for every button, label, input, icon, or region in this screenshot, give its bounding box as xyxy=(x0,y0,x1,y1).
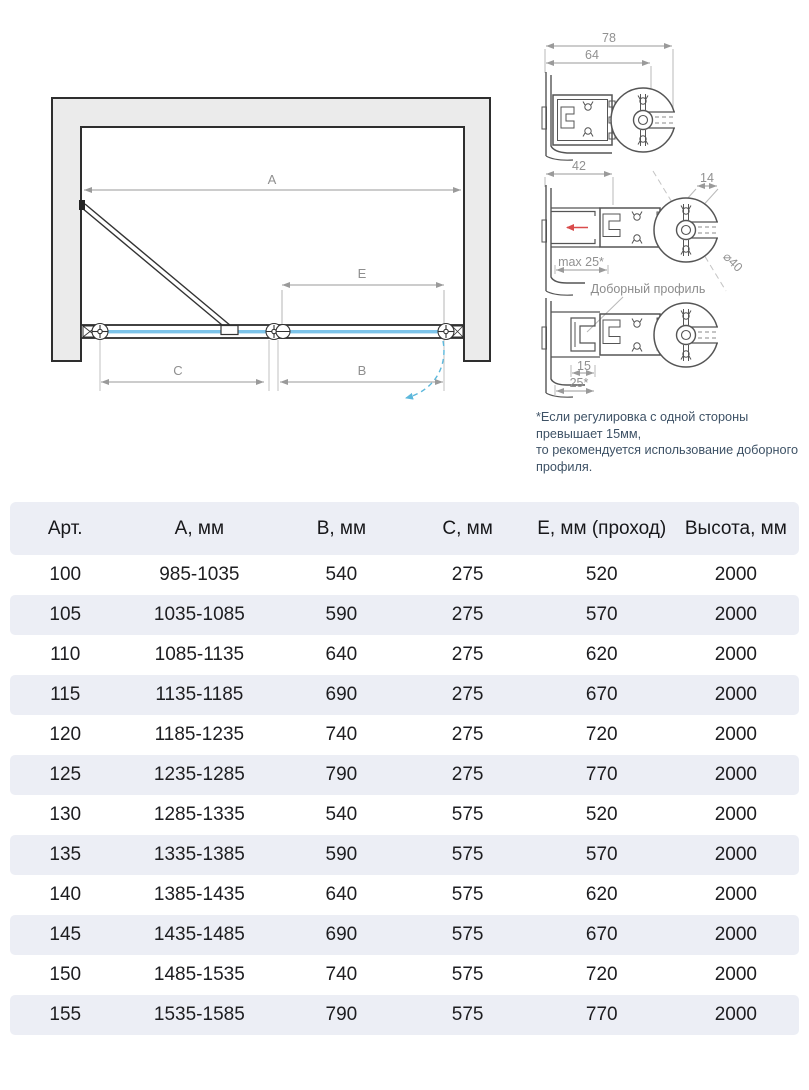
table-row xyxy=(10,875,799,915)
table-cell: 2000 xyxy=(714,564,757,585)
table-cell: 520 xyxy=(585,804,618,825)
table-cell: 135 xyxy=(49,844,82,865)
table-cell: 985-1035 xyxy=(159,564,240,585)
p2-max-adjust-label: max 25* xyxy=(558,255,604,269)
table-cell: 740 xyxy=(325,724,358,745)
table-cell: 2000 xyxy=(714,604,757,625)
column-header: Арт. xyxy=(47,517,83,539)
table-cell: 570 xyxy=(585,604,618,625)
door-pivot xyxy=(79,200,85,210)
table-cell: 740 xyxy=(325,964,358,985)
profile-section-2 xyxy=(542,159,745,295)
p2-wall-flange xyxy=(542,185,585,295)
table-cell: 2000 xyxy=(714,1004,757,1025)
table-cell: 575 xyxy=(451,844,484,865)
table-cell: 690 xyxy=(325,684,358,705)
column-header: С, мм xyxy=(442,517,493,539)
table-row xyxy=(10,595,799,635)
table-cell: 145 xyxy=(49,924,82,945)
roller-icon xyxy=(92,324,108,340)
table-cell: 2000 xyxy=(714,644,757,665)
table-cell: 155 xyxy=(49,1004,82,1025)
table-cell: 1535-1585 xyxy=(153,1004,245,1025)
table-row xyxy=(10,755,799,795)
table-cell: 575 xyxy=(451,804,484,825)
table-cell: 640 xyxy=(325,884,358,905)
p3-title: Доборный профиль xyxy=(590,282,706,296)
table-cell: 150 xyxy=(49,964,82,985)
table-cell: 1235-1285 xyxy=(153,764,245,785)
table-cell: 570 xyxy=(585,844,618,865)
table-cell: 770 xyxy=(585,1004,618,1025)
table-row xyxy=(10,795,799,835)
column-header: А, мм xyxy=(174,517,225,539)
table-cell: 720 xyxy=(585,724,618,745)
table-cell: 105 xyxy=(49,604,82,625)
door-carriage xyxy=(221,326,238,335)
table-row xyxy=(10,835,799,875)
table-cell: 2000 xyxy=(714,724,757,745)
table-cell: 1285-1335 xyxy=(153,804,245,825)
table-cell: 620 xyxy=(585,884,618,905)
p1-dim-78: 78 xyxy=(602,31,616,45)
table-cell: 1335-1385 xyxy=(153,844,245,865)
table-row xyxy=(10,635,799,675)
table-cell: 115 xyxy=(50,684,81,705)
size-table-header xyxy=(10,502,799,555)
table-cell: 540 xyxy=(325,804,358,825)
p3-roller-tube xyxy=(654,303,720,367)
table-cell: 2000 xyxy=(714,764,757,785)
door-panel xyxy=(82,204,231,330)
p2-roller-tube xyxy=(654,198,720,262)
table-cell: 100 xyxy=(49,564,82,585)
table-cell: 575 xyxy=(451,884,484,905)
p3-dim-15: 15 xyxy=(577,359,591,373)
niche-walls xyxy=(52,98,490,361)
table-cell: 2000 xyxy=(714,844,757,865)
table-row xyxy=(10,955,799,995)
table-row xyxy=(10,675,799,715)
footnote-line-1: *Если регулировка с одной стороны превышает 15мм, xyxy=(536,410,749,441)
table-cell: 1485-1535 xyxy=(153,964,245,985)
column-header: Е, мм (проход) xyxy=(537,517,667,539)
table-cell: 1435-1485 xyxy=(153,924,245,945)
table-cell: 2000 xyxy=(714,684,757,705)
table-cell: 590 xyxy=(325,604,358,625)
dim-b-label: B xyxy=(357,363,367,378)
table-row xyxy=(10,555,799,595)
roller-icon xyxy=(438,324,454,340)
profile-section-3 xyxy=(542,282,720,397)
table-cell: 130 xyxy=(49,804,82,825)
table-cell: 2000 xyxy=(714,804,757,825)
size-table xyxy=(10,502,799,1035)
table-cell: 140 xyxy=(49,884,82,905)
dim-e-label: E xyxy=(357,266,367,281)
table-cell: 2000 xyxy=(714,924,757,945)
table-cell: 2000 xyxy=(714,884,757,905)
p2-dim-42: 42 xyxy=(572,159,586,173)
adjustment-footnote xyxy=(536,409,804,475)
door-swing-arrow xyxy=(406,341,444,398)
p3-filler-profile xyxy=(571,318,595,351)
table-cell: 670 xyxy=(585,684,618,705)
dim-a-label: A xyxy=(267,172,277,187)
p2-dim-14: 14 xyxy=(700,171,714,185)
table-cell: 1035-1085 xyxy=(153,604,245,625)
table-cell: 790 xyxy=(325,1004,358,1025)
table-cell: 575 xyxy=(451,964,484,985)
profile-sections xyxy=(525,15,809,455)
table-cell: 125 xyxy=(49,764,82,785)
table-cell: 590 xyxy=(325,844,358,865)
table-cell: 275 xyxy=(451,724,484,745)
dim-c-label: C xyxy=(173,363,183,378)
table-row xyxy=(10,915,799,955)
table-cell: 620 xyxy=(585,644,618,665)
p3-dim-25: 25* xyxy=(569,376,589,390)
table-cell: 540 xyxy=(325,564,358,585)
table-cell: 770 xyxy=(585,764,618,785)
table-cell: 640 xyxy=(325,644,358,665)
column-header: Высота, мм xyxy=(684,517,787,539)
table-cell: 2000 xyxy=(714,964,757,985)
table-cell: 1085-1135 xyxy=(154,644,245,665)
p1-roller-tube xyxy=(611,88,677,152)
table-cell: 275 xyxy=(451,684,484,705)
table-row xyxy=(10,715,799,755)
table-cell: 275 xyxy=(451,764,484,785)
table-cell: 575 xyxy=(451,924,484,945)
table-cell: 575 xyxy=(451,1004,484,1025)
dim-e xyxy=(282,290,444,324)
table-row xyxy=(10,995,799,1035)
niche-plan-diagram xyxy=(0,0,530,470)
table-cell: 690 xyxy=(325,924,358,945)
table-cell: 520 xyxy=(585,564,618,585)
roller-icon xyxy=(266,324,290,340)
p2-diameter-label: ⌀40 xyxy=(720,249,746,275)
table-cell: 790 xyxy=(325,764,358,785)
table-cell: 120 xyxy=(49,724,82,745)
profile-section-1 xyxy=(542,31,677,160)
size-table-body xyxy=(10,555,799,1035)
column-header: В, мм xyxy=(316,517,367,539)
dim-extensions xyxy=(100,340,444,391)
table-cell: 1135-1185 xyxy=(155,684,244,705)
table-cell: 110 xyxy=(50,644,81,665)
footnote-line-2: то рекомендуется использование доборного профиля. xyxy=(536,443,799,474)
table-cell: 275 xyxy=(451,644,484,665)
table-cell: 275 xyxy=(451,564,484,585)
p1-dim-64: 64 xyxy=(585,48,599,62)
table-cell: 1185-1235 xyxy=(154,724,245,745)
table-cell: 720 xyxy=(585,964,618,985)
table-cell: 1385-1435 xyxy=(153,884,245,905)
table-cell: 670 xyxy=(585,924,618,945)
table-cell: 275 xyxy=(451,604,484,625)
